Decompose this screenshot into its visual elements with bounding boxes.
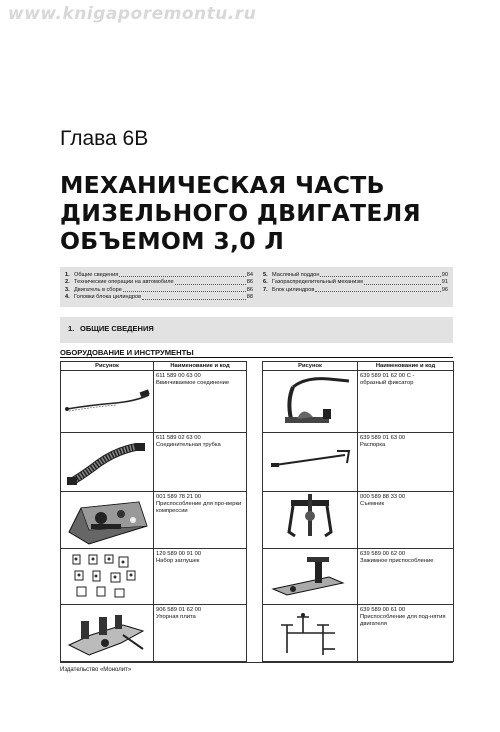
column-header-picture: Рисунок (263, 362, 358, 371)
tool-name: Зажимное приспособление (360, 558, 434, 564)
toc-text: Двигатель в сборе (74, 286, 122, 293)
publisher-footer: Издательство «Монолит» (60, 667, 132, 673)
tool-description (358, 433, 454, 492)
tool-code: 639 589 00 62 00 (360, 551, 406, 557)
toc-number: 6. (263, 279, 268, 286)
section-number: 1. (68, 324, 75, 333)
engine-lift-fixture-icon (263, 605, 357, 661)
table-row (263, 371, 454, 433)
toc-number: 4. (65, 294, 70, 301)
toc-item[interactable] (263, 287, 448, 294)
chapter-label: Глава 6В (60, 127, 149, 150)
column-header-name: Наименование и код (154, 362, 247, 371)
compression-tester-case-icon (61, 492, 153, 548)
watermark: www.knigaporemontu.ru (8, 4, 257, 24)
toc-number: 5. (263, 272, 268, 278)
column-header-name: Наименование и код (358, 362, 454, 371)
toc-number: 1. (65, 272, 70, 278)
toc-item[interactable] (65, 287, 253, 294)
toc-page: 90 (441, 272, 448, 278)
table-row (263, 605, 454, 662)
tool-name: Соединительная трубка (156, 442, 221, 448)
tool-picture (263, 492, 358, 549)
tool-description (358, 371, 454, 433)
divider (60, 357, 453, 358)
tool-picture (61, 371, 154, 433)
column-header-picture: Рисунок (61, 362, 154, 371)
toc-page: 88 (246, 294, 253, 301)
page-title (60, 171, 421, 255)
tool-name: Набор заглушек (156, 558, 200, 564)
tool-name: Съемник (360, 501, 384, 507)
toc-item[interactable] (65, 272, 253, 279)
tool-name: Упорная плита (156, 614, 196, 620)
clamping-device-icon (263, 549, 357, 604)
toc-text: Технические операции на автомобиле (74, 279, 174, 286)
table-row (263, 433, 454, 492)
screw-in-connector-icon (61, 371, 153, 432)
toc-number: 7. (263, 286, 268, 293)
spreader-bar-icon (263, 433, 357, 491)
title-line: МЕХАНИЧЕСКАЯ ЧАСТЬ (60, 171, 385, 199)
thrust-plate-icon (61, 605, 153, 661)
tool-code: 001 589 78 21 00 (156, 494, 202, 500)
connecting-tube-icon (61, 433, 153, 491)
toc-number: 2. (65, 279, 70, 286)
tool-code: 129 589 00 91 00 (156, 551, 202, 557)
tool-description (154, 605, 247, 662)
tool-description (154, 492, 247, 549)
tool-picture (61, 433, 154, 492)
toc-page: 96 (441, 286, 448, 293)
section-title: ОБЩИЕ СВЕДЕНИЯ (80, 324, 154, 333)
tool-code: 611 589 00 63 00 (156, 373, 201, 379)
toc-page: 84 (246, 272, 253, 278)
tool-description (358, 605, 454, 662)
tool-name: образный фиксатор (360, 380, 414, 386)
tool-description (358, 549, 454, 605)
tool-description (154, 371, 247, 433)
tool-name: Распорка (360, 442, 386, 448)
tool-picture (263, 549, 358, 605)
tool-code: 639 589 01 62 00 C - (360, 373, 415, 379)
tool-name: Приспособление для про-верки компрессии (156, 501, 242, 514)
title-line: ДИЗЕЛЬНОГО ДВИГАТЕЛЯ (60, 199, 421, 227)
table-row (61, 371, 247, 433)
title-line: ОБЪЕМОМ 3,0 Л (60, 227, 285, 255)
toc-page: 86 (246, 286, 253, 293)
toc-item[interactable] (65, 294, 253, 301)
tool-picture (61, 549, 154, 605)
toc-text: Головки блока цилиндров (74, 294, 142, 301)
tool-code: 906 589 01 62 00 (156, 607, 202, 613)
tool-code: 000 589 88 33 00 (360, 494, 406, 500)
tool-picture (61, 605, 154, 662)
tool-description (358, 492, 454, 549)
section-header (60, 317, 453, 343)
tool-name: Ввинчиваемое соединение (156, 380, 230, 386)
tools-table-left (60, 361, 247, 662)
table-row (61, 492, 247, 549)
c-clamp-fixture-icon (263, 371, 357, 432)
toc-text: Блок цилиндров (272, 286, 315, 293)
toc-text: Общие сведения (74, 272, 119, 278)
table-row (61, 605, 247, 662)
tool-picture (61, 492, 154, 549)
table-of-contents (60, 267, 453, 307)
toc-column-right (263, 272, 448, 294)
tools-table-right (262, 361, 454, 662)
subheading: ОБОРУДОВАНИЕ И ИНСТРУМЕНТЫ (60, 348, 194, 357)
toc-text: Газораспределительный механизм (272, 279, 363, 286)
toc-text: Масляный поддон (272, 272, 320, 278)
tool-picture (263, 433, 358, 492)
toc-page: 86 (246, 279, 253, 286)
plug-set-icon (61, 549, 153, 604)
table-row (61, 433, 247, 492)
tool-description (154, 433, 247, 492)
table-row (263, 492, 454, 549)
tool-code: 639 589 00 61 00 (360, 607, 406, 613)
tool-code: 639 589 01 63 00 (360, 435, 406, 441)
puller-icon (263, 492, 357, 548)
toc-column-left (65, 272, 253, 302)
toc-page: 91 (441, 279, 448, 286)
table-row (263, 549, 454, 605)
toc-number: 3. (65, 286, 70, 293)
tool-picture (263, 371, 358, 433)
toc-item[interactable] (263, 279, 448, 286)
toc-item[interactable] (65, 279, 253, 286)
footer-divider (60, 662, 453, 663)
tool-description (154, 549, 247, 605)
tool-code: 611 589 02 63 00 (156, 435, 201, 441)
tool-picture (263, 605, 358, 662)
table-row (61, 549, 247, 605)
tool-name: Приспособление для под-нятия двигателя (360, 614, 446, 627)
